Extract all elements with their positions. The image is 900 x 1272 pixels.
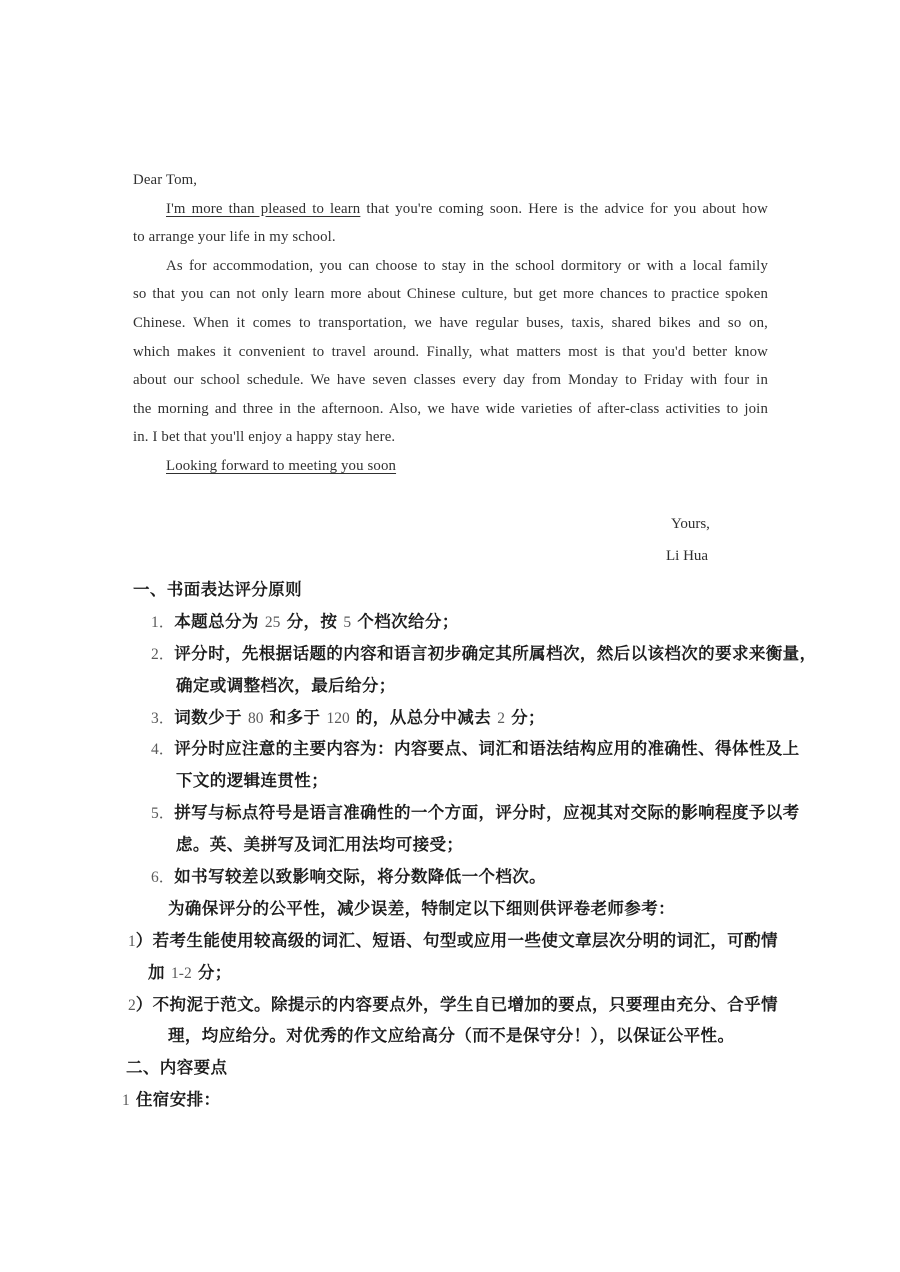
rubric-text: 拼写与标点符号是语言准确性的一个方面，评分时，应视其对交际的影响程度予以考 bbox=[174, 803, 800, 823]
letter-line bbox=[133, 338, 768, 367]
rubric-line bbox=[120, 765, 800, 797]
rubric-text: 一、书面表达评分原则 bbox=[133, 580, 302, 599]
letter-line bbox=[133, 309, 768, 338]
rubric-section bbox=[120, 574, 817, 1116]
rubric-text: 词数少于 bbox=[174, 707, 249, 727]
rubric-line bbox=[120, 670, 800, 702]
letter-line bbox=[133, 280, 768, 309]
letter-line bbox=[133, 452, 768, 481]
rubric-text: 评分时应注意的主要内容为：内容要点、词汇和语法结构应用的准确性、得体性及上 bbox=[174, 739, 800, 759]
rubric-text: 下文的逻辑连贯性； bbox=[176, 771, 329, 791]
rubric-number: 2 bbox=[497, 709, 506, 727]
rubric-number: 1-2 bbox=[171, 964, 192, 982]
letter-line bbox=[133, 423, 768, 452]
letter-body bbox=[133, 166, 768, 481]
rubric-line bbox=[120, 989, 800, 1021]
rubric-number: 3． bbox=[151, 709, 175, 727]
rubric-number: 120 bbox=[326, 709, 350, 727]
rubric-text: 为确保评分的公平性，减少误差，特制定以下细则供评卷老师参考： bbox=[168, 898, 675, 918]
letter-line bbox=[133, 166, 768, 195]
rubric-text: 住宿安排： bbox=[129, 1090, 221, 1110]
rubric-text: 个档次给分； bbox=[351, 611, 459, 631]
rubric-text: 确定或调整档次，最后给分； bbox=[176, 675, 396, 695]
rubric-text: 加 bbox=[148, 962, 172, 982]
rubric-line bbox=[120, 861, 800, 893]
rubric-number: 1． bbox=[151, 613, 175, 631]
rubric-line bbox=[120, 925, 800, 957]
rubric-number: 2 bbox=[128, 996, 136, 1014]
letter-text: the morning and three in the afternoon. Also, we have wide varieties of after-class activities to join bbox=[133, 400, 768, 417]
rubric-text: ）不拘泥于范文。除提示的内容要点外，学生自已增加的要点，只要理由充分、合乎情 bbox=[135, 994, 778, 1014]
rubric-text: 分，按 bbox=[280, 611, 344, 631]
rubric-text: 的，从总分中减去 bbox=[349, 707, 498, 727]
rubric-number: 80 bbox=[248, 709, 264, 727]
letter-line bbox=[133, 195, 768, 224]
letter-text: in. I bet that you'll enjoy a happy stay here. bbox=[133, 429, 396, 446]
rubric-line bbox=[120, 606, 800, 638]
underlined-phrase: Looking forward to meeting you soon bbox=[166, 457, 397, 474]
letter-line bbox=[133, 395, 768, 424]
rubric-number: 5 bbox=[343, 613, 352, 631]
rubric-line bbox=[120, 733, 800, 765]
rubric-text: 分； bbox=[505, 707, 545, 727]
letter-text: which makes it convenient to travel around. Finally, what matters most is that you'd better know bbox=[133, 343, 768, 360]
rubric-text: 理，均应给分。对优秀的作文应给高分（而不是保守分！），以保证公平性。 bbox=[168, 1026, 735, 1046]
rubric-line bbox=[120, 1020, 800, 1052]
rubric-line bbox=[120, 638, 817, 670]
underlined-phrase: I'm more than pleased to learn bbox=[166, 200, 361, 217]
letter-text: so that you can not only learn more about Chinese culture, but get more chances to practice spoken bbox=[133, 286, 768, 303]
rubric-number: 5． bbox=[151, 805, 175, 823]
letter-text: As for accommodation, you can choose to stay in the school dormitory or with a local family bbox=[166, 257, 768, 274]
rubric-number: 4． bbox=[151, 741, 175, 759]
letter-line bbox=[133, 366, 768, 395]
rubric-text: 二、内容要点 bbox=[126, 1058, 228, 1078]
rubric-line bbox=[120, 1052, 800, 1084]
rubric-line bbox=[120, 797, 800, 829]
letter-text: Dear Tom, bbox=[133, 172, 198, 188]
rubric-number: 1 bbox=[122, 1092, 130, 1110]
rubric-text: 虑。英、美拼写及词汇用法均可接受； bbox=[176, 835, 464, 855]
rubric-text: 和多于 bbox=[263, 707, 327, 727]
rubric-text: 评分时，先根据话题的内容和语言初步确定其所属档次，然后以该档次的要求来衡量， bbox=[174, 643, 817, 663]
rubric-line bbox=[120, 893, 800, 925]
rubric-text: ）若考生能使用较高级的词汇、短语、句型或应用一些使文章层次分明的词汇，可酌情 bbox=[135, 930, 778, 950]
rubric-line bbox=[120, 829, 800, 861]
letter-line bbox=[133, 223, 768, 252]
letter-line bbox=[133, 252, 768, 281]
rubric-line bbox=[120, 702, 800, 734]
letter-text: to arrange your life in my school. bbox=[133, 229, 336, 246]
letter-text: Chinese. When it comes to transportation, we have regular buses, taxis, shared bikes and so on, bbox=[133, 314, 768, 331]
letter-text: that you're coming soon. Here is the advice for you about how bbox=[360, 200, 768, 217]
rubric-line bbox=[120, 1084, 800, 1116]
rubric-text: 本题总分为 bbox=[174, 611, 265, 631]
valediction: Yours, bbox=[671, 516, 710, 532]
rubric-number: 25 bbox=[264, 613, 281, 631]
signature: Li Hua bbox=[666, 548, 709, 564]
letter-text: about our school schedule. We have seven classes every day from Monday to Friday with four in bbox=[133, 372, 768, 389]
rubric-number: 1 bbox=[128, 932, 136, 950]
rubric-text: 分； bbox=[191, 962, 232, 982]
rubric-line bbox=[120, 574, 800, 606]
rubric-text: 如书写较差以致影响交际，将分数降低一个档次。 bbox=[174, 867, 547, 887]
rubric-number: 2． bbox=[151, 645, 175, 663]
rubric-number: 6． bbox=[151, 869, 175, 887]
letter-closing bbox=[666, 508, 710, 572]
rubric-line bbox=[120, 957, 800, 989]
